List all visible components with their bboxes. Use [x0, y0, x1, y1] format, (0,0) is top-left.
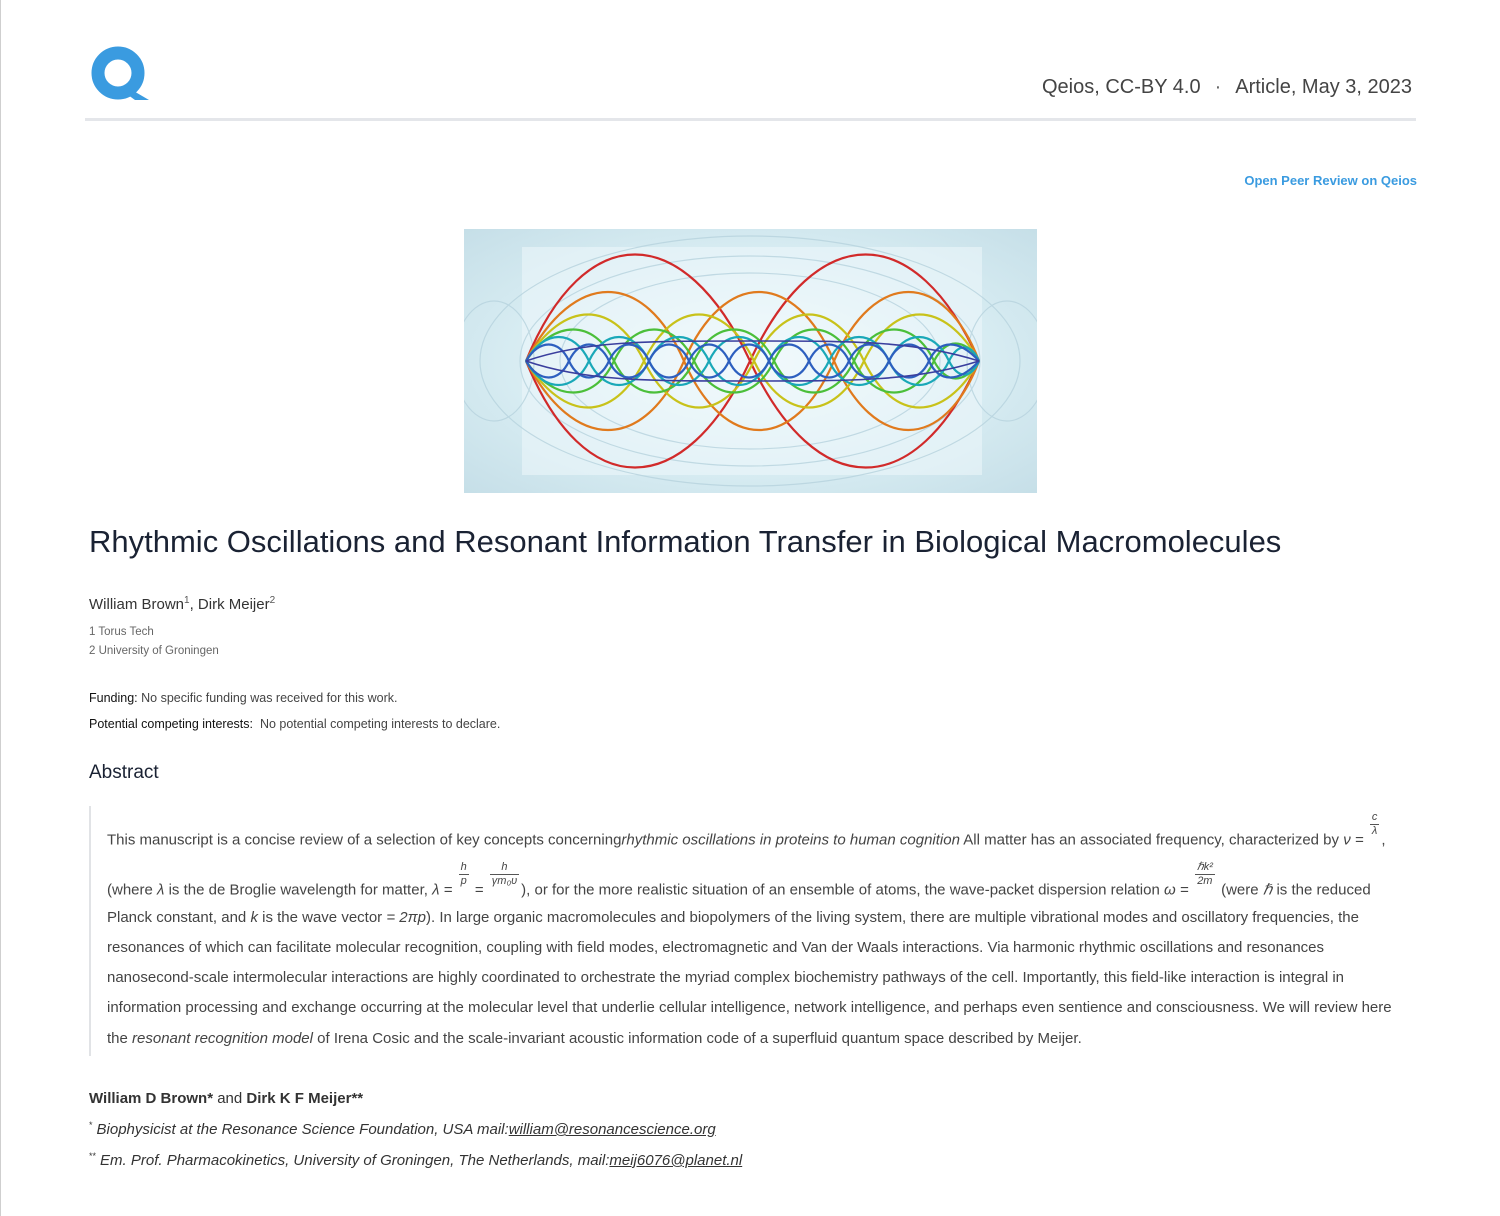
header-divider: [85, 118, 1416, 121]
abstract-line: nanosecond-scale intermolecular interactions are highly coordinated to orchestrate the myriad complex biochemistry pathways of the cell. Importantly, this field-like interaction is integral in: [107, 969, 1344, 986]
author-affiliation-mark: 2: [269, 595, 276, 606]
author-affiliation-mark: 1: [184, 595, 190, 606]
meta-separator: ·: [1214, 76, 1222, 98]
open-peer-review-link[interactable]: Open Peer Review on Qeios: [1244, 173, 1417, 188]
abstract-line: the resonant recognition model of Irena Cosic and the scale-invariant acoustic information code of a superfluid quantum space described by Meijer.: [107, 1030, 1082, 1047]
signature-author: Dirk K F Meijer**: [246, 1090, 364, 1107]
author-name[interactable]: William Brown: [89, 596, 185, 613]
funding-text: No specific funding was received for this work.: [141, 691, 398, 705]
abstract-heading: Abstract: [89, 762, 159, 783]
funding-label: Funding:: [89, 691, 138, 705]
formula-fraction: $\frac{c}{\lambda}$: [1371, 811, 1378, 837]
email-link[interactable]: meij6076@planet.nl: [609, 1152, 743, 1169]
author-signature: William D Brown* and Dirk K F Meijer**: [89, 1090, 364, 1107]
author-note: * Biophysicist at the Resonance Science Foundation, USA mail:william@resonancescience.org: [89, 1120, 716, 1138]
abstract-line: resonances of which can facilitate molecular recognition, coupling with field modes, electromagnetic and Van der Waals interactions. Via harmonic rhythmic oscillations and resonances: [107, 939, 1325, 956]
qeios-logo-icon[interactable]: [91, 46, 151, 102]
article-meta: [1042, 76, 1412, 99]
affiliation-item: 2 University of Groningen: [89, 645, 219, 657]
funding-statement: [89, 691, 398, 705]
abstract-line: information processing and exchange occurring at the molecular level that underlie cellular intelligence, network intelligence, and perhaps even sentience and consciousness. We will review here: [107, 999, 1392, 1016]
interests-label: Potential competing interests:: [89, 717, 253, 731]
article-date: Article, May 3, 2023: [1235, 76, 1412, 98]
interests-text: No potential competing interests to declare.: [259, 717, 501, 731]
standing-wave-hero-image: [464, 229, 1037, 493]
affiliation-item: 1 Torus Tech: [89, 626, 154, 638]
abstract-line: Planck constant, and k is the wave vector = 2πp). In large organic macromolecules and biopolymers of the living system, there are multiple vibrational modes and oscillatory frequencies, the: [107, 909, 1359, 926]
formula-fraction: $\frac{\text{ℏk²}}{2m}$: [1196, 861, 1213, 887]
formula-fraction: $\frac{h}{\text{γm₀υ}}$: [491, 861, 518, 887]
abstract-line: (where λ is the de Broglie wavelength for matter, λ = $\frac{h}{p}$ = $\frac{h}{\text{γm₀υ}}$ ), or for the more realistic situation of an ensemble of atoms, the wave-packet dispersion relation ω = $\frac{\text{ℏk²}}{2m}$ (were ℏ is the reduced: [107, 861, 1371, 899]
abstract-body: [89, 806, 1405, 1056]
competing-interests-statement: [89, 717, 500, 731]
author-list: William Brown$^1$, Dirk Meijer$^2$: [89, 595, 276, 613]
email-link[interactable]: william@resonancescience.org: [508, 1121, 716, 1138]
license-text: Qeios, CC-BY 4.0: [1041, 76, 1201, 98]
formula-fraction: $\frac{h}{p}$: [460, 861, 467, 887]
author-note: ** Em. Prof. Pharmacokinetics, University of Groningen, The Netherlands, mail:meij6076@planet.nl: [89, 1151, 743, 1169]
abstract-emphasis: resonant recognition model: [132, 1030, 313, 1047]
author-name[interactable]: Dirk Meijer: [197, 596, 270, 613]
article-title: Rhythmic Oscillations and Resonant Information Transfer in Biological Macromolecules: [89, 524, 1282, 559]
signature-author: William D Brown*: [89, 1090, 214, 1107]
abstract-line: This manuscript is a concise review of a selection of key concepts concerningrhythmic oscillations in proteins to human cognition All matter has an associated frequency, characterized by ν = $\frac{c}{\lambda}$ ,: [107, 811, 1386, 849]
abstract-emphasis: rhythmic oscillations in proteins to human cognition: [621, 831, 960, 849]
